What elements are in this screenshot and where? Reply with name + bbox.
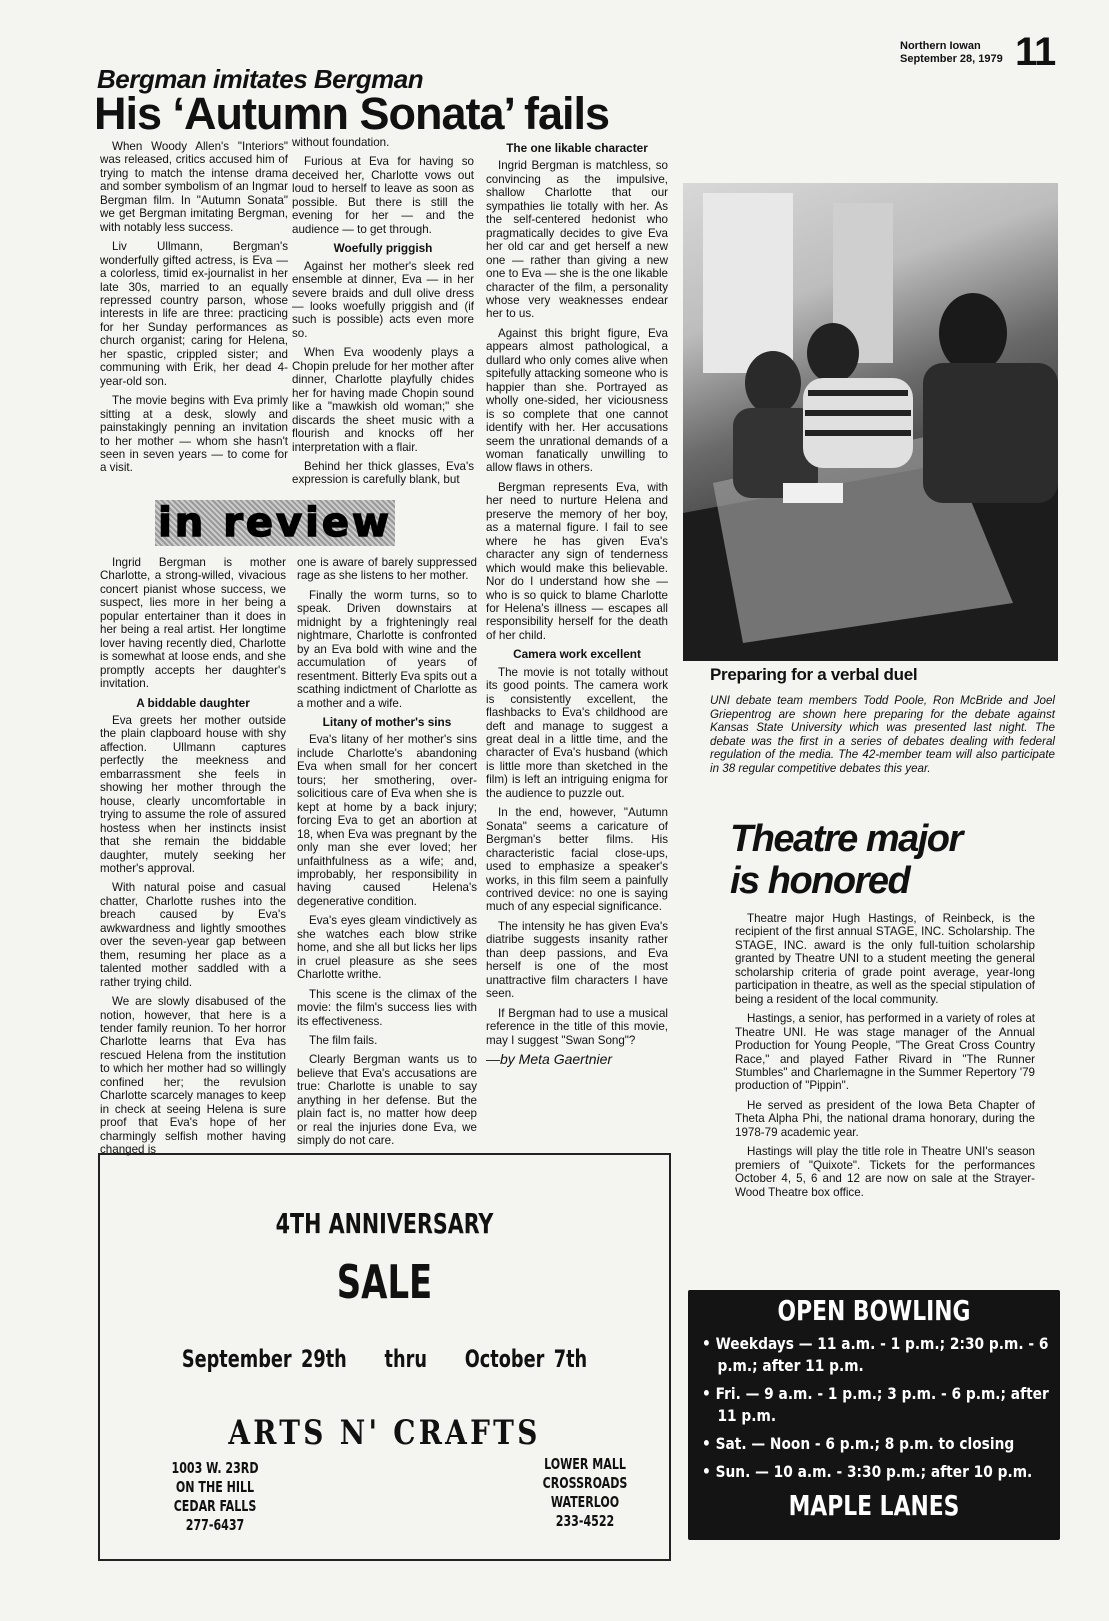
paragraph: Behind her thick glasses, Eva's expression is carefully blank, but — [292, 459, 474, 487]
bowling-title: OPEN BOWLING — [777, 1294, 971, 1327]
arts-n-crafts-ad — [98, 1153, 671, 1561]
paragraph: Against this bright figure, Eva appears almost pathological, a dullard who only comes alive when spitefully attacking someone who is happier than she. Portrayed as wholly one-sided, her viciousness is so complete that one cannot identify with her. Her accusations seem the unrational demands of a woman fanatically unwilling to allow flaws in others. — [486, 326, 668, 475]
paragraph: Theatre major Hugh Hastings, of Reinbeck, is the recipient of the first annual STAGE, INC. Scholarship. The STAGE, INC. award is the only full-tuition scholarship granted by Theatre UNI to a student meeting the general scholarship criteria of grade point average, year-long participation in theatre, as well as the special stipulation of being a resident of the local community. — [735, 912, 1035, 1006]
address-line: CROSSROADS — [542, 1474, 628, 1492]
paragraph: Clearly Bergman wants us to believe that Eva's accusations are true: Charlotte is unable to say anything in her defense. But the plain fact is, no matter how deep or real the injuries done Eva, we simply do not care. — [297, 1053, 477, 1148]
paragraph: Bergman represents Eva, with her need to nurture Helena and preserve the memory of her boy, as a maternal figure. I fail to see where he has given Eva's character any sign of tenderness which would make this believable. Nor do I understand how she — who is so quick to blame Charlotte for Helena's illness — escapes all responsibility herself for the death of her child. — [486, 480, 668, 642]
theatre-headline-line2: is honored — [730, 860, 910, 902]
paragraph: He served as president of the Iowa Beta Chapter of Theta Alpha Phi, the national drama honorary, during the 1978-79 academic year. — [735, 1098, 1035, 1139]
address-line: WATERLOO — [550, 1493, 620, 1511]
hours-item: • Sat. — Noon - 6 p.m.; 8 p.m. to closing — [702, 1433, 1063, 1455]
subhead: A biddable daughter — [136, 695, 250, 710]
paragraph: Ingrid Bergman is mother Charlotte, a strong-willed, vivacious concert pianist whose success, we suspect, lies more in her being a popular entertainer than it does in her being a real artist. Her longtime lover having recently died, Charlotte is somewhat at loose ends, and she promptly accepts her daughter's invitation. — [100, 556, 286, 691]
ad-date-from: September 29th — [181, 1345, 347, 1373]
photo-illustration — [683, 183, 1058, 661]
hours-item: • Fri. — 9 a.m. - 1 p.m.; 3 p.m. - 6 p.m.; after 11 p.m. — [702, 1383, 1063, 1427]
ad-dates — [151, 1345, 618, 1373]
paragraph: With natural poise and casual chatter, Charlotte rushes into the breach caused by Eva's awkwardness and lightly smoothes over the seven-year gap between them, resuming her place as a talented mother saddled with a rather trying child. — [100, 881, 286, 989]
paragraph: Hastings, a senior, has performed in a variety of roles at Theatre UNI. He was stage manager of the Annual Production for Young People, "The Great Cross Country Race," and played Father Rivard in "The Runner Stumbles" and Charlemagne in the Summer Repertory '79 production of "Pippin". — [735, 1012, 1035, 1093]
paragraph: We are slowly disabused of the notion, however, that here is a tender family reunion. To her horror Charlotte learns that Eva has rescued Helena from the institution to which her mother had so willingly confined her; the revulsion Charlotte scarcely manages to keep in check at seeing Helena is sure proof that Eva's hope of her charmingly selfish mother having changed is — [100, 995, 286, 1157]
article-headline: His ‘Autumn Sonata’ fails — [94, 88, 610, 139]
ad-right-address — [524, 1455, 647, 1531]
address-line: 277-6437 — [185, 1516, 245, 1534]
article-column — [486, 140, 668, 1072]
address-line: CEDAR FALLS — [173, 1497, 257, 1515]
paper-name: Northern Iowan — [900, 40, 981, 52]
subhead: Litany of mother's sins — [322, 714, 452, 729]
subhead: Camera work excellent — [513, 647, 641, 662]
bowling-name: MAPLE LANES — [788, 1489, 960, 1522]
paragraph: Eva's litany of her mother's sins include Charlotte's abandoning Eva when small for her concert tours; her smothering, over-solicitious care of Eva when she is kept at home by a back injury; forcing Eva to get an abortion at 18, when Eva was pregnant by the only man she ever loved; her unfaithfulness as a wife; and, improbably, her responsibility in having caused Helena's degenerative condition. — [297, 733, 477, 908]
paragraph: When Woody Allen's "Interiors" was released, critics accused him of trying to match the intense drama and somber symbolism of an Ingmar Bergman film. In "Autumn Sonata" we get Bergman imitating Bergman, with notably less success. — [100, 140, 288, 234]
debate-team-photo — [683, 183, 1058, 661]
article-column — [100, 556, 286, 1162]
theatre-headline-line1: Theatre major — [730, 818, 962, 860]
article-kicker: Bergman imitates Bergman — [97, 64, 424, 94]
paragraph: Against her mother's sleek red ensemble at dinner, Eva — in her severe braids and dull olive dress — looks woefully priggish and (if such is possible) acts even more so. — [292, 259, 474, 340]
subhead: Woefully priggish — [333, 241, 433, 256]
in-review-banner: in review — [155, 500, 395, 546]
paragraph: Finally the worm turns, so to speak. Driven downstairs at midnight by a frighteningly real nightmare, Charlotte is confronted by an Eva bold with wine and the accumulation of years of resentment. Bitterly Eva spits out a scathing indictment of Charlotte as a mother and a wife. — [297, 588, 477, 710]
page-number: 11 — [1015, 30, 1056, 74]
paragraph: The film fails. — [309, 1033, 378, 1047]
theatre-headline — [730, 818, 962, 902]
paragraph: The movie is not totally without its good points. The camera work is consistently excellent, the flashbacks to Eva's childhood are deft and manage to suggest a great deal in a little time, and the character of Eva's husband (which is little more than sketched in the film) is left an intriguing enigma for the audience to puzzle out. — [486, 665, 668, 800]
address-line: ON THE HILL — [175, 1478, 255, 1496]
paragraph: Liv Ullmann, Bergman's wonderfully gifted actress, is Eva — a colorless, timid ex-journalist in her late 30s, married to an equally repressed country parson, whose interests in life are three: practicing for her Sunday performances as church organist; caring for Helena, her spastic, crippled sister; and communing with Erik, her dead 4-year-old son. — [100, 240, 288, 388]
article-column — [297, 556, 477, 1154]
open-bowling-ad — [688, 1290, 1060, 1540]
hours-item: • Sun. — 10 a.m. - 3:30 p.m.; after 10 p.m. — [702, 1461, 1063, 1483]
ad-sale: SALE — [336, 1255, 433, 1309]
paragraph: The movie begins with Eva primly sitting at a desk, slowly and painstakingly penning an invitation to her mother — whom she hasn't seen in seven years — to come for a visit. — [100, 394, 288, 475]
bowling-hours — [702, 1333, 1063, 1483]
byline: —by Meta Gaertnier — [486, 1051, 613, 1067]
article-column — [100, 140, 288, 481]
paragraph: Furious at Eva for having so deceived her, Charlotte vows out loud to herself to leave as soon as possible. But there is still the evening for her — and the audience — to get through. — [292, 155, 474, 236]
paragraph: Eva's eyes gleam vindictively as she watches each blow strike home, and she all but licks her lips in cruel pleasure as she sees Charlotte writhe. — [297, 914, 477, 982]
paragraph: In the end, however, "Autumn Sonata" seems a caricature of Bergman's better films. His characteristic facial close-ups, used to emphasize a speaker's works, in this film seem a painfully contrived device: no one is saying much of any especial significance. — [486, 806, 668, 914]
paragraph: Eva greets her mother outside the plain clapboard house with shy affection. Ullmann captures perfectly the meekness and embarrassment she feels in showing her mother through the house, clearly uncomfortable in trying to assume the role of assured hostess when her instincts insist that she remain the biddable daughter, mutely seeking her mother's approval. — [100, 713, 286, 875]
theatre-article — [735, 912, 1035, 1205]
ad-left-address — [154, 1459, 277, 1535]
address-line: LOWER MALL — [544, 1455, 626, 1473]
paragraph: one is aware of barely suppressed rage as she listens to her mother. — [297, 556, 477, 583]
ad-anniversary: 4TH ANNIVERSARY — [275, 1207, 494, 1240]
paragraph: without foundation. — [292, 136, 390, 149]
issue-date: September 28, 1979 — [900, 53, 1003, 65]
ad-date-to: October 7th — [464, 1345, 588, 1373]
paragraph: This scene is the climax of the movie: the film's success lies with its effectiveness. — [297, 987, 477, 1028]
masthead — [900, 40, 1003, 66]
paragraph: If Bergman had to use a musical reference in the title of this movie, may I suggest "Swan Song"? — [486, 1006, 668, 1047]
photo-caption: UNI debate team members Todd Poole, Ron McBride and Joel Griepentrog are shown here preparing for the debate against Kansas State University which was presented last night. The debate was the first in a series of debates dealing with federal regulation of the media. The 42-member team will also participate in 38 regular competitive debates this year. — [710, 694, 1055, 775]
address-line: 1003 W. 23RD — [171, 1459, 259, 1477]
subhead: The one likable character — [506, 141, 648, 155]
photo-headline: Preparing for a verbal duel — [710, 665, 918, 684]
ad-logo: ARTS N' CRAFTS — [228, 1413, 541, 1453]
paragraph: The intensity he has given Eva's diatribe suggests insanity rather than deep passions, and Eva herself is one of the most unattractive film characters I have seen. — [486, 919, 668, 1001]
ad-thru: thru — [384, 1345, 427, 1373]
hours-item: • Weekdays — 11 a.m. - 1 p.m.; 2:30 p.m. - 6 p.m.; after 11 p.m. — [702, 1333, 1063, 1377]
article-column — [292, 136, 474, 493]
paragraph: When Eva woodenly plays a Chopin prelude for her mother after dinner, Charlotte playfully chides her for having made Chopin sound like a "mawkish old woman;" she discards the sheet music with a flourish and knocks off her interpretation with a flair. — [292, 346, 474, 454]
paragraph: Hastings will play the title role in Theatre UNI's season premiers of "Quixote". Tickets for the performances October 4, 5, 6 and 12 are now on sale at the Strayer-Wood Theatre box office. — [735, 1145, 1035, 1199]
address-line: 233-4522 — [555, 1512, 615, 1530]
paragraph: Ingrid Bergman is matchless, so convincing as the impulsive, shallow Charlotte that our sympathies lie totally with her. As the self-centered hedonist who pragmatically decides to give Eva her old car and get herself a new one — rather than giving a new one to Eva — she is the one likable character of the film, a personality whose very weaknesses endear her to us. — [486, 159, 668, 321]
